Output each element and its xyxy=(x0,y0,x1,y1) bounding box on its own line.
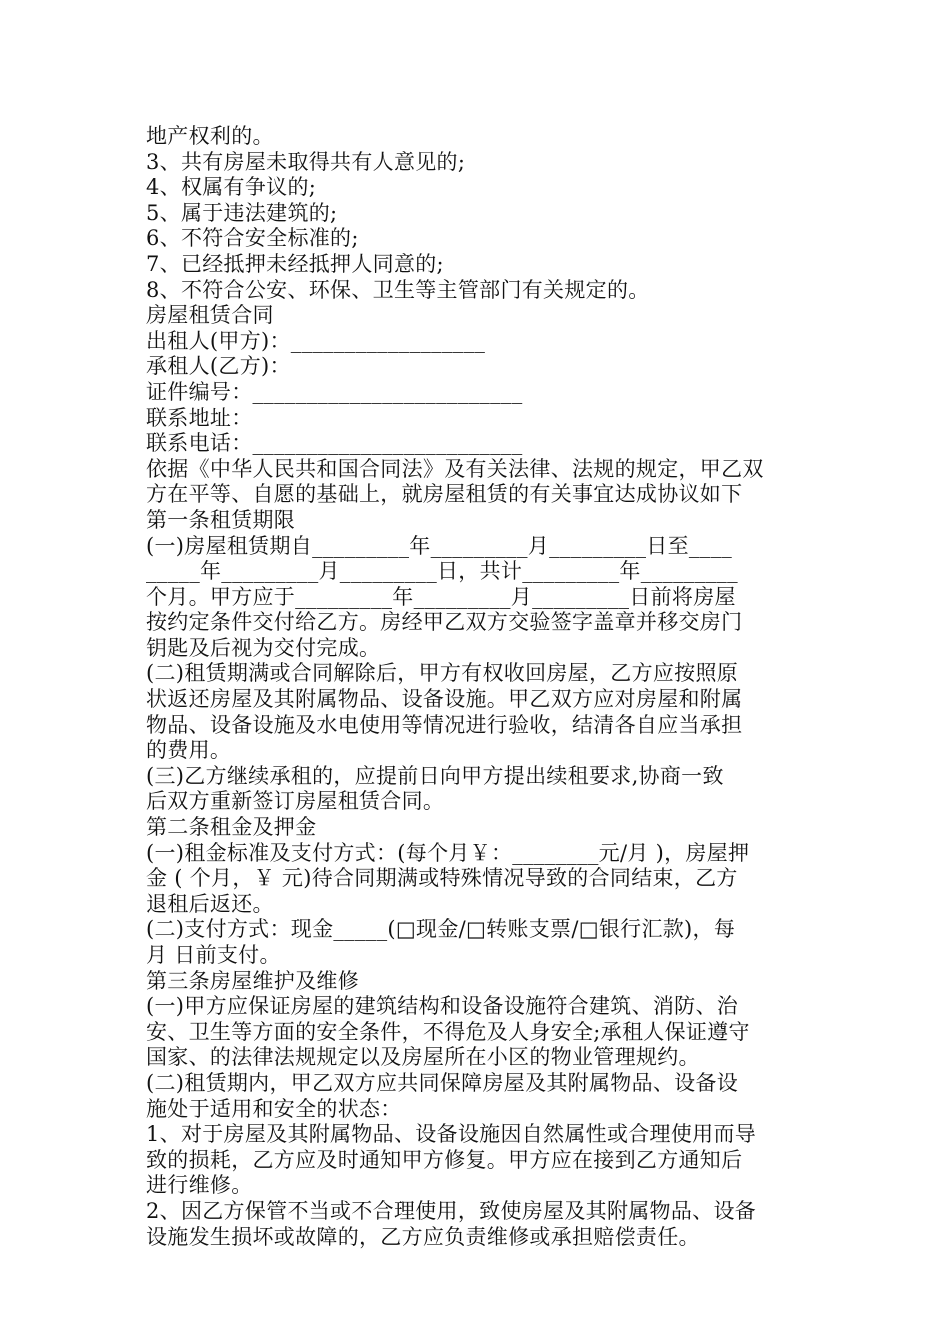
text-line: 钥匙及后视为交付完成。 xyxy=(146,635,381,660)
list-item: 5、属于违法建筑的; xyxy=(146,200,338,225)
text-line: 个月。甲方应于_________年_________月_________日前将房屋 xyxy=(146,584,736,609)
section-heading: 第二条租金及押金 xyxy=(146,815,317,840)
text-line: 状返还房屋及其附属物品、设备设施。甲乙双方应对房屋和附属 xyxy=(146,687,743,712)
text-line: 物品、设备设施及水电使用等情况进行验收，结清各自应当承担 xyxy=(146,712,743,737)
lessee-field: 承租人(乙方)： xyxy=(146,354,291,379)
text-line: (二)租赁期内，甲乙双方应共同保障房屋及其附属物品、设备设 xyxy=(146,1070,739,1095)
id-number-field: 证件编号：_________________________ xyxy=(146,379,523,404)
document-body xyxy=(146,124,814,1250)
text-line: (三)乙方继续承租的，应提前日向甲方提出续租要求,协商一致 xyxy=(146,763,724,788)
list-item: 7、已经抵押未经抵押人同意的; xyxy=(146,251,444,276)
text-line: (二)租赁期满或合同解除后，甲方有权收回房屋，乙方应按照原 xyxy=(146,661,739,686)
text-line: 进行维修。 xyxy=(146,1173,253,1198)
list-item: 2、因乙方保管不当或不合理使用，致使房屋及其附属物品、设备 xyxy=(146,1198,757,1223)
address-field: 联系地址： xyxy=(146,405,253,430)
text-line: (一)房屋租赁期自_________年_________月_________日至____ xyxy=(146,533,733,558)
list-item: 3、共有房屋未取得共有人意见的; xyxy=(146,149,466,174)
text-line: _____年_________月_________日，共计_________年_________ xyxy=(146,559,738,584)
text-line: 地产权利的。 xyxy=(146,124,274,148)
text-line: 国家、的法律法规规定以及房屋所在小区的物业管理规约。 xyxy=(146,1045,700,1070)
list-item: 1、对于房屋及其附属物品、设备设施因自然属性或合理使用而导 xyxy=(146,1122,757,1147)
list-item: 8、不符合公安、环保、卫生等主管部门有关规定的。 xyxy=(146,277,650,302)
text-line: 月 日前支付。 xyxy=(146,943,281,967)
text-line: 按约定条件交付给乙方。房经甲乙双方交验签字盖章并移交房门 xyxy=(146,610,743,635)
text-line: 方在平等、自愿的基础上，就房屋租赁的有关事宜达成协议如下 xyxy=(146,482,743,507)
text-line: 退租后返还。 xyxy=(146,891,274,916)
text-line: 依据《中华人民共和国合同法》及有关法律、法规的规定，甲乙双 xyxy=(146,456,764,481)
text-line: (二)支付方式：现金_____(□现金/□转账支票/□银行汇款)，每 xyxy=(146,917,736,942)
text-line: 设施发生损坏或故障的，乙方应负责维修或承担赔偿责任。 xyxy=(146,1224,700,1249)
text-line: (一)甲方应保证房屋的建筑结构和设备设施符合建筑、消防、治 xyxy=(146,994,739,1019)
lessor-field: 出租人(甲方)：__________________ xyxy=(146,328,486,353)
phone-field: 联系电话：_________________________ xyxy=(146,431,523,456)
text-line: 后双方重新签订房屋租赁合同。 xyxy=(146,789,445,814)
text-line: 的费用。 xyxy=(146,738,232,763)
text-line: 金 ( 个月，￥ 元)待合同期满或特殊情况导致的合同结束，乙方 xyxy=(146,866,738,891)
text-line: 施处于适用和安全的状态： xyxy=(146,1096,402,1121)
text-line: 安、卫生等方面的安全条件，不得危及人身安全;承租人保证遵守 xyxy=(146,1019,750,1044)
text-line: (一)租金标准及支付方式：(每个月￥：________元/月 )，房屋押 xyxy=(146,840,750,865)
section-heading: 第三条房屋维护及维修 xyxy=(146,968,359,993)
list-item: 4、权属有争议的; xyxy=(146,175,317,200)
text-line: 致的损耗，乙方应及时通知甲方修复。甲方应在接到乙方通知后 xyxy=(146,1147,743,1172)
contract-title: 房屋租赁合同 xyxy=(146,303,274,328)
section-heading: 第一条租赁期限 xyxy=(146,507,296,532)
list-item: 6、不符合安全标准的; xyxy=(146,226,359,251)
